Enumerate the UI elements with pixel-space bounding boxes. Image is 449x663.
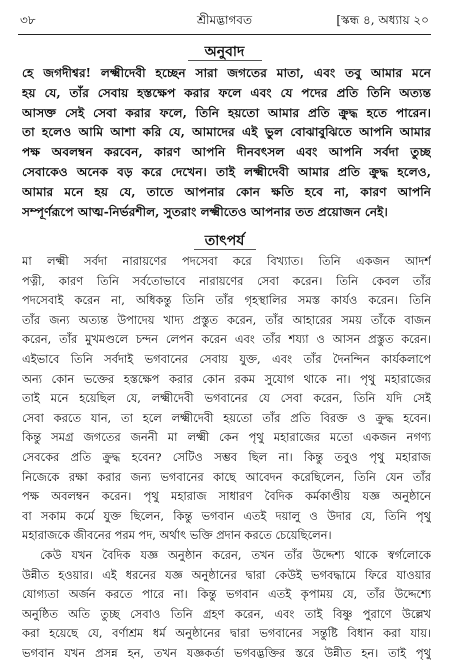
purport-heading-underline bbox=[194, 249, 256, 250]
purport-line: যোগ্যতা অর্জন করতে পারে না। কিন্তু ভগবান এতই কৃপাময় যে, তাঁর উদ্দেশ্যে bbox=[22, 587, 431, 602]
purport-line: ভগবান যখন প্রসন্ন হন, তখন যজ্ঞকর্তা ভগবদ্ভক্তির স্তরে উন্নীত হন। তাই পৃথু bbox=[22, 645, 431, 660]
purport-line: পদসেবাই করেন না, অধিকন্তু তিনি তাঁর গৃহস্থালির সমস্ত কার্যও করেন। তিনি bbox=[22, 293, 431, 308]
running-title: শ্রীমদ্ভাগবত bbox=[196, 13, 252, 27]
purport-line: তাই মনে হয়েছিল যে, লক্ষ্মীদেবী ভগবানের যে সেবা করেন, তিনি যদি সেই bbox=[22, 391, 431, 406]
translation-line: সেবাকেও অনেক বড় করে দেখেন। তাই লক্ষ্মীদেবী আমার প্রতি ক্রুদ্ধ হলেও, bbox=[22, 164, 431, 179]
translation-heading-underline bbox=[188, 60, 262, 61]
page-header bbox=[0, 10, 449, 30]
purport-line: অন্য কোন ভক্তের হস্তক্ষেপ করার কোন রকম সুযোগ থাকে না। পৃথু মহারাজের bbox=[22, 371, 431, 386]
translation-heading: অনুবাদ bbox=[204, 44, 245, 60]
translation-line: হে জগদীশ্বর! লক্ষ্মীদেবী হচ্ছেন সারা জগতের মাতা, এবং তবু আমার মনে bbox=[22, 66, 431, 80]
translation-line: সম্পূর্ণরূপে আত্ম-নির্ভরশীল, সুতরাং লক্ষ্মীতেও আপনার তত প্রয়োজন নেই। bbox=[22, 204, 388, 219]
purport-line: অনুষ্ঠিত অতি তুচ্ছ সেবাও তিনি গ্রহণ করেন, এবং তাই বিষ্ণু পুরাণে উল্লেখ bbox=[22, 606, 431, 621]
purport-line: নিজেকে রক্ষা করার জন্য ভগবানের কাছে আবেদন করেছিলেন, তিনি যেন তাঁর bbox=[22, 469, 431, 484]
translation-line: হয় যে, তাঁর সেবায় হস্তক্ষেপ করার ফলে এবং যে পদের প্রতি তিনি অত্যন্ত bbox=[22, 85, 431, 100]
translation-line: তা হলেও আমি আশা করি যে, আমাদের এই ভুল বোঝাবুঝিতে আপনি আমার bbox=[22, 125, 431, 140]
purport-line: কিন্তু সমগ্র জগতের জননী মা লক্ষ্মী কেন পৃথু মহারাজের মতো একজন নগণ্য bbox=[22, 430, 431, 445]
purport-line: সেবা করতে যান, তা হলে লক্ষ্মীদেবী হয়তো তাঁর প্রতি বিরক্ত ও ক্রুদ্ধ হবেন। bbox=[22, 410, 431, 425]
header-rule bbox=[18, 34, 431, 35]
purport-line: করা হয়েছে যে, বর্ণাশ্রম ধর্ম অনুষ্ঠানের দ্বারা ভগবানের সন্তুষ্টি বিধান করা যায়। bbox=[22, 626, 431, 641]
purport-line: পত্নী, কারণ তিনি সর্বতোভাবে নারায়ণের সেবা করেন। তিনি কেবল তাঁর bbox=[22, 273, 431, 288]
purport-line: করেন, তাঁর মুখমণ্ডলে চন্দন লেপন করেন এবং তাঁর শয্যা ও আসন প্রস্তুত করেন। bbox=[22, 332, 431, 347]
purport-line: বা সকাম কর্মে যুক্ত ছিলেন, কিন্তু ভগবান এতই দয়ালু ও উদার যে, তিনি পৃথু bbox=[22, 508, 431, 523]
translation-text bbox=[22, 64, 431, 222]
purport-line: তাঁর জন্য অত্যন্ত উপাদেয় খাদ্য প্রস্তুত করেন, তাঁর আহারের সময় তাঁকে বাজন bbox=[22, 312, 431, 327]
page-number: ৩৮ bbox=[20, 13, 36, 27]
purport-line: উন্নীত হওয়ার। এই ধরনের যজ্ঞ অনুষ্ঠানের দ্বারা কেউই ভগবদ্ধামে ফিরে যাওয়ার bbox=[22, 567, 431, 582]
translation-line: আসক্ত সেই সেবা করার ফলে, তিনি হয়তো আমার প্রতি ক্রুদ্ধ হতে পারেন। bbox=[22, 105, 431, 120]
translation-line: আমার মনে হয় যে, তাতে আপনার কোন ক্ষতি হবে না, কারণ আপনি bbox=[22, 184, 431, 199]
purport-line: কেউ যখন বৈদিক যজ্ঞ অনুষ্ঠান করেন, তখন তাঁর উদ্দেশ্য থাকে স্বর্গলোকে bbox=[40, 547, 431, 562]
purport-line: মহারাজকে জীবনের পরম পদ, অর্থাৎ ভক্তি প্রদান করতে চেয়েছিলেন। bbox=[22, 528, 332, 543]
purport-line: মা লক্ষ্মী সর্বদা নারায়ণের পদসেবা করে বিখ্যাত। তিনি একজন আদর্শ bbox=[22, 254, 431, 268]
chapter-reference: [স্কন্ধ ৪, অধ্যায় ২০ bbox=[336, 13, 429, 27]
purport-line: সেবকের প্রতি ক্রুদ্ধ হবেন? সেটিও সম্ভব ছিল না। কিন্তু তবুও পৃথু মহারাজ bbox=[22, 449, 431, 464]
purport-text bbox=[22, 252, 431, 663]
purport-heading: তাৎপর্য bbox=[204, 233, 245, 249]
purport-line: এইভাবে তিনি সর্বদাই ভগবানের সেবায় যুক্ত, এবং তাঁর দৈনন্দিন কার্যকলাপে bbox=[22, 351, 431, 366]
translation-line: পক্ষ অবলম্বন করবেন, কারণ আপনি দীনবৎসল এবং আপনি সর্বদা তুচ্ছ bbox=[22, 145, 431, 160]
purport-line: পক্ষ অবলম্বন করেন। পৃথু মহারাজ সাধারণ বৈদিক কর্মকাণ্ডীয় যজ্ঞ অনুষ্ঠানে bbox=[22, 489, 431, 504]
